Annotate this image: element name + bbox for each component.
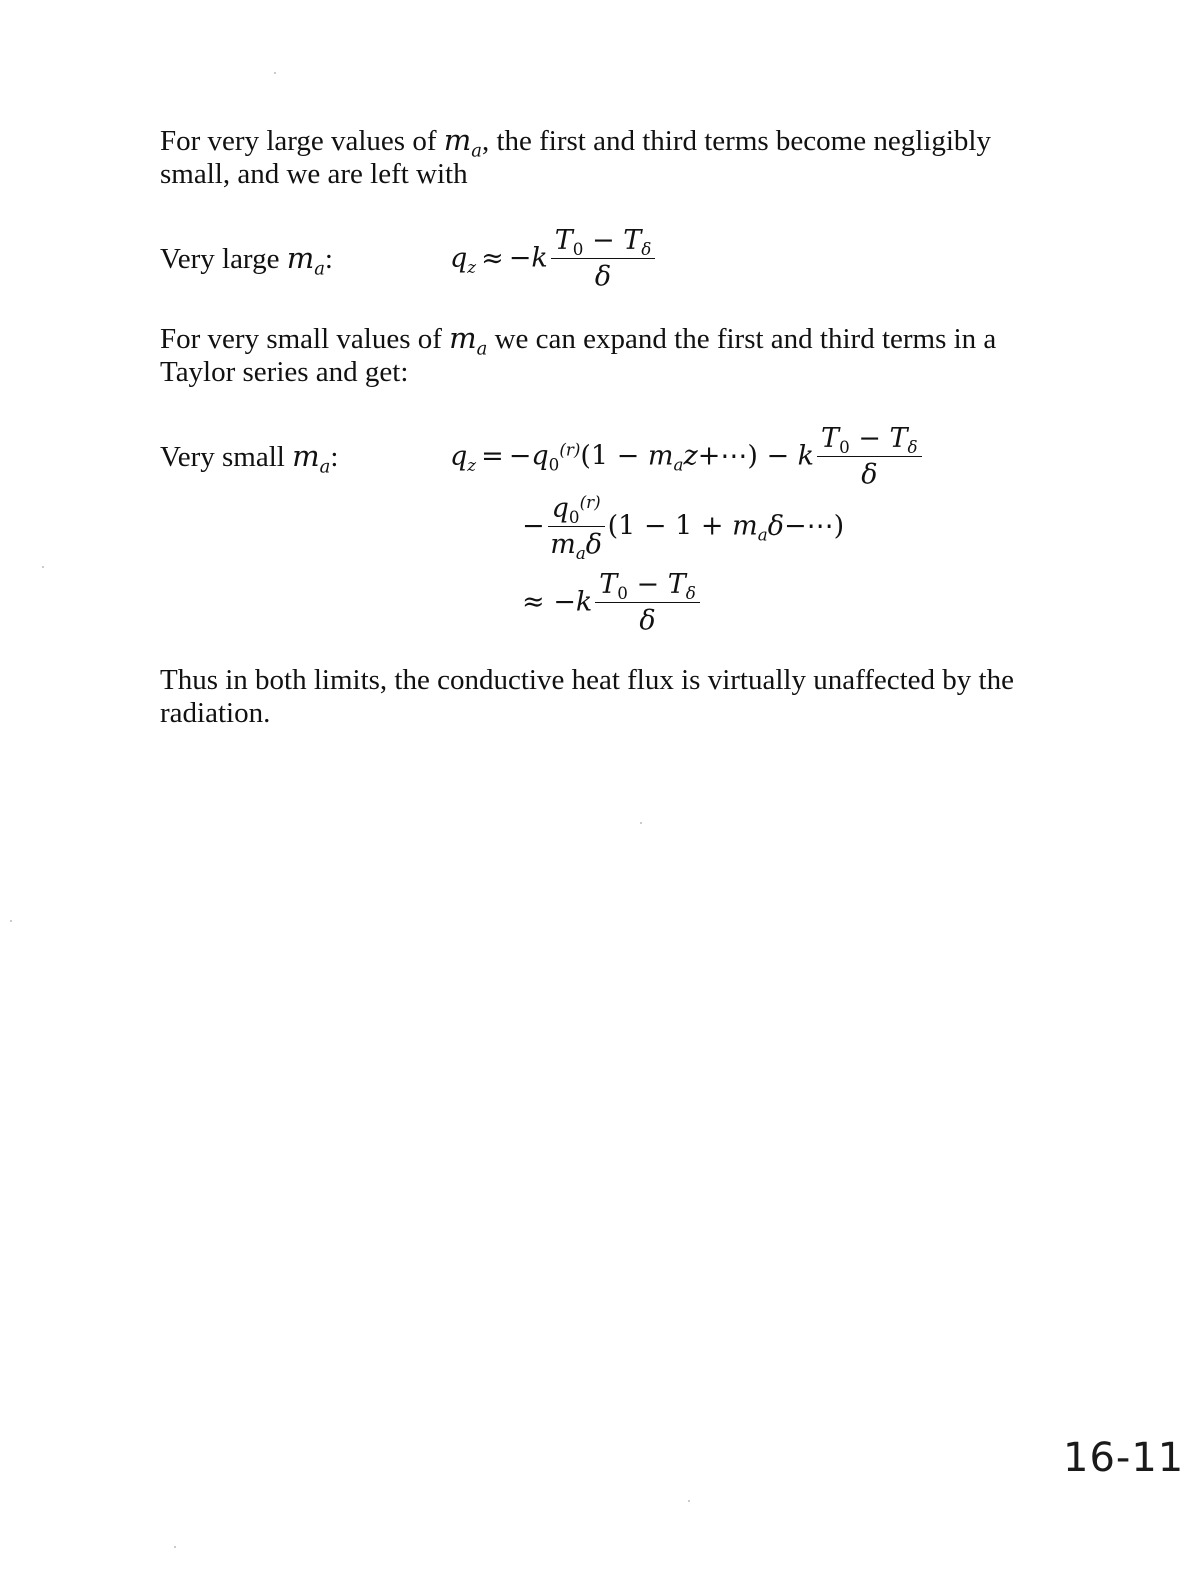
label-very-small: Very small $m_a$:: [160, 439, 339, 478]
paragraph-conclusion: Thus in both limits, the conductive heat flux is virtually unaffected by the radiation.: [160, 664, 1014, 729]
scan-speck: [10, 920, 12, 922]
equation-small-line-2: − $\frac{q_0^{(r)}}{m_a\delta}$ $(1 - 1 + m_a\delta-\cdots)$: [522, 491, 845, 563]
equation-large-limit: $q_z \approx -k$ $\frac{T_0 - T_\delta}{\delta}$: [450, 226, 658, 292]
symbol-m-a: $m_a$: [443, 123, 482, 162]
equation-small-line-3: ≈ −k $\frac{T_0 - T_\delta}{\delta}$: [522, 570, 703, 636]
equation-small-line-1: $q_z = -q_0^{(r)}(1$ − $m_az+\cdots) - k$ $\frac{T_0 - T_\delta}{\delta}$: [450, 424, 925, 490]
scan-speck: [174, 1546, 176, 1548]
scan-speck: [640, 822, 642, 824]
scan-speck: [42, 566, 44, 568]
scan-speck: [274, 72, 276, 74]
paragraph-large-intro: For very large values of $m_a$, the first and third terms become negligibly small, and we are left with: [160, 123, 991, 190]
label-very-large: Very large $m_a$:: [160, 241, 333, 280]
page-number: 16-11: [1063, 1435, 1185, 1481]
paragraph-small-intro: For very small values of $m_a$ we can expand the first and third terms in a Taylor series and get:: [160, 321, 997, 388]
scan-speck: [688, 1500, 690, 1502]
